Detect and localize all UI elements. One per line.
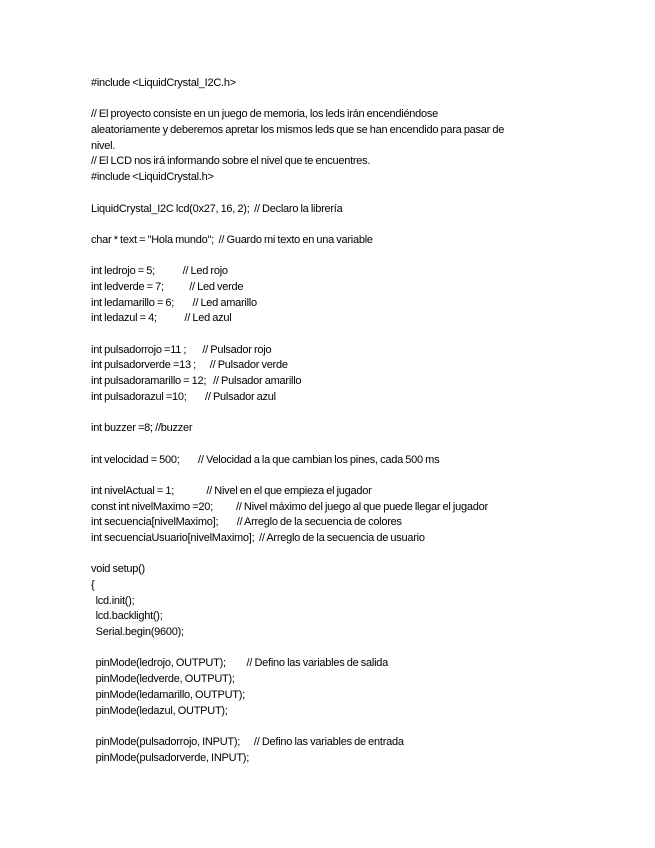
code-line: aleatoriamente y deberemos apretar los mismos leds que se han encendido para pasar de — [91, 124, 505, 137]
code-line — [91, 249, 571, 265]
code-line — [91, 405, 571, 421]
code-line — [91, 719, 571, 735]
code-line — [91, 641, 571, 657]
code-line: lcd.init(); — [91, 594, 135, 607]
code-line: LiquidCrystal_I2C lcd(0x27, 16, 2); // Declaro la librería — [91, 202, 343, 215]
code-line: int buzzer =8; //buzzer — [91, 422, 193, 435]
code-line: Serial.begin(9600); — [91, 626, 184, 639]
code-line: pinMode(ledverde, OUTPUT); — [91, 673, 235, 686]
code-line: { — [91, 579, 95, 591]
code-line: lcd.backlight(); — [91, 610, 163, 623]
code-line — [91, 92, 571, 108]
code-line: // El LCD nos irá informando sobre el nivel que te encuentres. — [91, 155, 371, 168]
code-line: int pulsadorazul =10; // Pulsador azul — [91, 390, 276, 403]
code-line: int secuencia[nivelMaximo]; // Arreglo de la secuencia de colores — [91, 516, 402, 529]
code-line: int secuenciaUsuario[nivelMaximo]; // Arreglo de la secuencia de usuario — [91, 531, 425, 544]
code-line: int velocidad = 500; // Velocidad a la que cambian los pines, cada 500 ms — [91, 453, 440, 466]
code-line — [91, 468, 571, 484]
code-line: int nivelActual = 1; // Nivel en el que empieza el jugador — [91, 484, 372, 497]
code-line — [91, 437, 571, 453]
code-line: nivel. — [91, 139, 116, 152]
code-line: #include <LiquidCrystal_I2C.h> — [91, 77, 236, 89]
code-listing — [91, 76, 571, 766]
code-line — [91, 186, 571, 202]
code-line: int pulsadorverde =13 ; // Pulsador verde — [91, 359, 288, 372]
code-line: char * text = "Hola mundo"; // Guardo mi texto en una variable — [91, 233, 373, 246]
code-line: pinMode(ledazul, OUTPUT); — [91, 704, 228, 717]
code-line: pinMode(ledamarillo, OUTPUT); — [91, 688, 245, 701]
code-line: void setup() — [91, 563, 145, 576]
code-line: int pulsadorrojo =11 ; // Pulsador rojo — [91, 343, 272, 356]
code-line: // El proyecto consiste en un juego de memoria, los leds irán encendiéndose — [91, 108, 439, 121]
code-line: pinMode(ledrojo, OUTPUT); // Defino las variables de salida — [91, 657, 389, 670]
code-line: pinMode(pulsadorverde, INPUT); — [91, 751, 250, 764]
code-line — [91, 547, 571, 563]
code-line: int ledazul = 4; // Led azul — [91, 312, 232, 325]
code-line: int ledverde = 7; // Led verde — [91, 280, 244, 293]
code-line — [91, 217, 571, 233]
code-line: const int nivelMaximo =20; // Nivel máximo del juego al que puede llegar el jugador — [91, 500, 488, 513]
code-line: int ledrojo = 5; // Led rojo — [91, 265, 228, 278]
code-line: #include <LiquidCrystal.h> — [91, 171, 214, 184]
code-line: pinMode(pulsadorrojo, INPUT); // Defino las variables de entrada — [91, 735, 404, 748]
code-line: int ledamarillo = 6; // Led amarillo — [91, 296, 257, 309]
code-line: int pulsadoramarillo = 12; // Pulsador amarillo — [91, 375, 302, 388]
code-line — [91, 327, 571, 343]
